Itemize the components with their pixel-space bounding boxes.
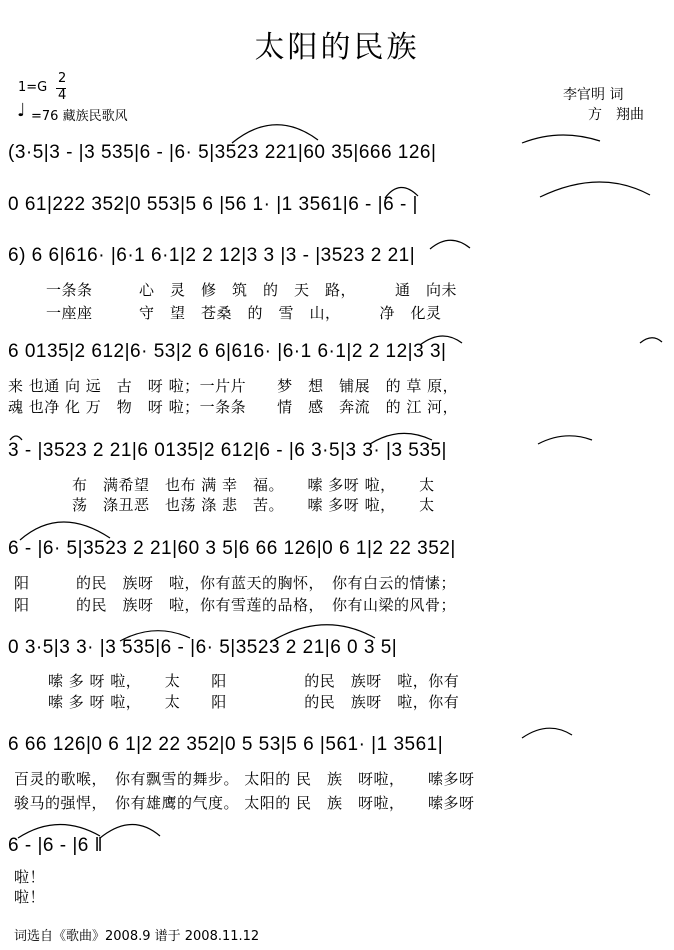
- score-row-8: 6 66 126|0 6 1|2 22 352|0 5 53|5 6 |561· |1 3561|: [8, 734, 444, 755]
- lyricist-credit: 李官明 词: [563, 87, 624, 103]
- lyric-row-5-verse-2: 荡 涤丑恶 也荡 涤 悲 苦。 嗦 多呀 啦， 太: [72, 496, 435, 514]
- slur-arc: [370, 433, 432, 444]
- slur-arc: [430, 240, 470, 249]
- lyric-row-9-verse-1: 啦！: [14, 868, 46, 886]
- lyric-row-8-verse-1: 百灵的歌喉， 你有飘雪的舞步。 太阳的 民 族 呀啦， 嗦多呀: [14, 770, 475, 788]
- slur-arc: [18, 824, 100, 838]
- slur-arc: [100, 824, 160, 838]
- slur-arc: [640, 338, 662, 343]
- score-row-4: 6 0135|2 612|6· 53|2 6 6|616· |6·1 6·1|2 2 12|3 3|: [8, 341, 447, 362]
- slur-arc: [272, 625, 375, 641]
- tempo-note-icon: ♩: [17, 100, 26, 121]
- lyric-row-6-verse-1: 阳 的民 族呀 啦，你有蓝天的胸怀， 你有白云的情愫；: [14, 574, 457, 592]
- tempo-marking: =76 藏族民歌风: [31, 109, 128, 124]
- slur-arc: [120, 631, 190, 641]
- score-row-3: 6) 6 6|616· |6·1 6·1|2 2 12|3 3 |3 - |3523 2 21|: [8, 245, 416, 266]
- lyric-row-6-verse-2: 阳 的民 族呀 啦，你有雪莲的品格， 你有山梁的风骨；: [14, 596, 457, 614]
- slur-arc: [232, 125, 318, 143]
- slur-arc: [385, 187, 418, 198]
- key-signature: 1=G: [18, 80, 48, 95]
- source-note: 词选自《歌曲》2008.9 谱于 2008.11.12: [14, 929, 260, 944]
- lyric-row-8-verse-2: 骏马的强悍， 你有雄鹰的气度。 太阳的 民 族 呀啦， 嗦多呀: [14, 794, 475, 812]
- composer-credit: 方 翔曲: [588, 107, 644, 123]
- lyric-row-3-verse-1: 一条条 心 灵 修 筑 的 天 路， 通 向未: [46, 281, 458, 299]
- score-row-5: 3 - |3523 2 21|6 0135|2 612|6 - |6 3·5|3 3· |3 535|: [8, 440, 447, 461]
- slur-arc: [538, 436, 592, 444]
- slur-arc: [420, 336, 462, 345]
- song-title: 太阳的民族: [254, 30, 420, 65]
- lyric-row-3-verse-2: 一座座 守 望 苍桑 的 雪 山， 净 化灵: [46, 304, 442, 322]
- slur-arc: [20, 522, 110, 540]
- lyric-row-4-verse-2: 魂 也净 化 万 物 呀 啦；一条条 情 感 奔流 的 江 河，: [8, 398, 459, 416]
- slur-arc: [10, 436, 22, 440]
- score-row-7: 0 3·5|3 3· |3 535|6 - |6· 5|3523 2 21|6 0 3 5|: [8, 637, 398, 658]
- score-row-2: 0 61|222 352|0 553|5 6 |56 1· |1 3561|6 - |6 - |: [8, 194, 418, 215]
- time-signature-bottom: 4: [58, 88, 67, 103]
- lyric-row-5-verse-1: 布 满希望 也布 满 幸 福。 嗦 多呀 啦， 太: [72, 476, 435, 494]
- lyric-row-9-verse-2: 啦！: [14, 888, 46, 906]
- time-signature-top: 2: [58, 71, 67, 86]
- slur-arc: [522, 135, 600, 143]
- lyric-row-7-verse-1: 嗦 多 呀 啦， 太 阳 的民 族呀 啦，你有: [48, 672, 460, 690]
- score-row-6: 6 - |6· 5|3523 2 21|60 3 5|6 66 126|0 6 1|2 22 352|: [8, 538, 456, 559]
- slur-arc: [522, 728, 572, 738]
- slur-arc: [540, 182, 650, 197]
- score-row-1: (3·5|3 - |3 535|6 - |6· 5|3523 221|60 35|666 126|: [8, 142, 437, 163]
- lyric-row-4-verse-1: 来 也通 向 远 古 呀 啦；一片片 梦 想 铺展 的 草 原，: [8, 377, 459, 395]
- lyric-row-7-verse-2: 嗦 多 呀 啦， 太 阳 的民 族呀 啦，你有: [48, 693, 460, 711]
- score-row-9: 6 - |6 - |6 ‖: [8, 835, 103, 856]
